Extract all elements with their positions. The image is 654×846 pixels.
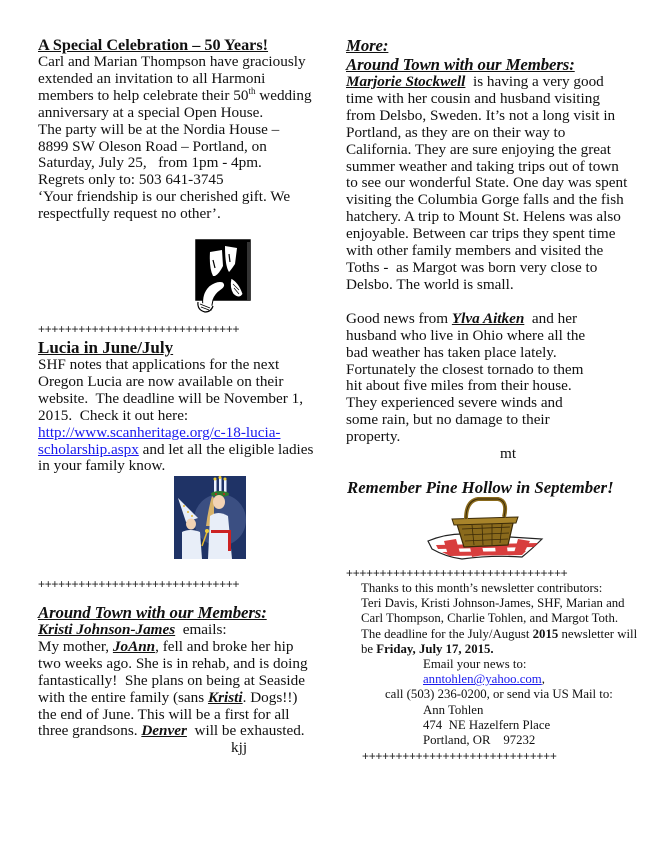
around-town-line [38, 622, 328, 639]
article-line [346, 311, 636, 328]
member-name: Denver [141, 722, 187, 740]
around-town-line [38, 690, 328, 707]
celebration-title: A Special Celebration – 50 Years! [38, 36, 269, 54]
marjorie-article [346, 74, 636, 294]
member-name: Kristi [207, 688, 243, 706]
article-line: summer weather and taking trips out of town [346, 157, 619, 175]
deadline-line [361, 627, 641, 642]
around-town-line: two weeks ago. She is in rehab, and is doing [38, 654, 308, 672]
member-name: Ylva Aitken [451, 309, 525, 327]
celebration-line: 8899 SW Oleson Road – Portland, on [38, 137, 267, 155]
text: wedding [255, 86, 312, 104]
separator-line: ++++++++++++++++++++++++++++++ [38, 322, 240, 336]
article-line: bad weather has taken place lately. [346, 343, 557, 361]
contributors-line: Carl Thompson, Charlie Tohlen, and Margot Toth. [361, 611, 619, 626]
text: The deadline for the July/August [361, 626, 533, 641]
around-town-line [38, 639, 328, 656]
text: and let all the eligible ladies [138, 440, 314, 458]
article-line: husband who live in Ohio where all the [346, 326, 586, 344]
ylva-article [346, 311, 636, 463]
text: , fell and broke her hip [155, 637, 294, 655]
deadline-date: Friday, July 17, 2015. [376, 641, 494, 656]
champagne-toast-image [193, 238, 259, 314]
lucia-line: SHF notes that applications for the next [38, 356, 280, 373]
member-name: Kristi Johnson-James [38, 621, 176, 638]
left-column [38, 36, 323, 223]
deadline-line [361, 642, 641, 657]
email-line [361, 672, 641, 687]
around-town-title: Around Town with our Members: [38, 603, 267, 622]
lucia-line: 2015. Check it out here: [38, 406, 189, 424]
around-town-title-right: Around Town with our Members: [346, 55, 575, 74]
article-line: They experienced severe winds and [346, 394, 563, 412]
separator-line: +++++++++++++++++++++++++++++ [362, 749, 557, 763]
article-line: visiting the Columbia Gorge falls and the fish [346, 191, 624, 209]
picnic-basket-icon [422, 497, 550, 563]
member-name: JoAnn [112, 637, 156, 655]
article-line: Fortunately the closest tornado to them [346, 360, 584, 378]
lucia-procession-icon [174, 476, 246, 559]
around-town-line [38, 723, 328, 740]
champagne-glasses-icon [193, 238, 259, 314]
contributors-line: Teri Davis, Kristi Johnson-James, SHF, Marian and [361, 596, 625, 611]
article-line: some rain, but no damage to their [346, 411, 550, 429]
celebration-line [38, 85, 323, 105]
more-label: More: [346, 36, 389, 55]
lucia-title: Lucia in June/July [38, 338, 174, 357]
text: with the entire family (sans [38, 688, 208, 706]
signature: mt [500, 445, 517, 463]
text: three grandsons. [38, 722, 142, 740]
article-line: time with her cousin and husband visiting [346, 89, 600, 107]
signature: kjj [231, 739, 248, 757]
celebration-line: Carl and Marian Thompson have graciously [38, 53, 306, 70]
separator-line: ++++++++++++++++++++++++++++++ [38, 577, 240, 591]
lucia-link-line [38, 442, 323, 459]
article-line: from Delsbo, Sweden. It’s not a long visit in [346, 106, 616, 124]
scanheritage-link[interactable]: http://www.scanheritage.org/c-18-lucia- [38, 423, 281, 441]
article-line: to see our wonderful State. One day was spent [346, 174, 628, 192]
article-line: Delsbo. The world is small. [346, 275, 514, 293]
text: members to help celebrate their 50 [38, 86, 249, 104]
email-label: Email your news to: [423, 657, 527, 672]
address-city: Portland, OR 97232 [423, 733, 536, 748]
text: . Dogs!!) [242, 688, 298, 706]
address-name: Ann Tohlen [423, 702, 484, 717]
article-line: with other family members and visited the [346, 242, 604, 260]
separator-line: +++++++++++++++++++++++++++++++++ [346, 566, 568, 580]
celebration-line: ‘Your friendship is our cherished gift. We [38, 188, 291, 206]
call-line: call (503) 236-0200, or send via US Mail to: [385, 687, 613, 702]
contributors-block [361, 581, 641, 748]
address-street: 474 NE Hazelfern Place [423, 717, 551, 732]
celebration-line: The party will be at the Nordia House – [38, 120, 280, 138]
celebration-article [38, 36, 323, 223]
celebration-line: extended an invitation to all Harmoni [38, 69, 266, 87]
contributors-line: Thanks to this month’s newsletter contributors: [361, 581, 603, 595]
article-line: California. They are sure enjoying the great [346, 140, 611, 158]
celebration-line: Regrets only to: 503 641-3745 [38, 171, 224, 189]
lucia-line: in your family know. [38, 457, 166, 475]
picnic-basket-image [422, 497, 550, 563]
text: emails: [175, 621, 227, 638]
celebration-line: anniversary at a special Open House. [38, 103, 264, 121]
pine-hollow-title: Remember Pine Hollow in September! [347, 478, 614, 497]
lucia-image [174, 476, 246, 559]
lucia-link-line [38, 425, 323, 442]
around-town-line: the end of June. This will be a first for all [38, 705, 290, 723]
article-line [346, 74, 636, 91]
text: Good news from [346, 309, 452, 327]
text: is having a very good [465, 73, 604, 90]
member-name: Marjorie Stockwell [346, 73, 466, 90]
text: and her [524, 309, 578, 327]
article-line: Toths - as Margot was born very close to [346, 258, 598, 276]
around-town-article-left [38, 603, 328, 757]
right-column [346, 36, 636, 463]
article-line: enjoyable. Between car trips they spent time [346, 225, 616, 243]
lucia-line: Oregon Lucia are now available on their [38, 372, 284, 390]
article-line: hatchery. A trip to Mount St. Helens was also [346, 208, 621, 226]
scanheritage-link-cont[interactable]: scholarship.aspx [38, 440, 139, 458]
article-line: Portland, as they are on their way to [346, 123, 566, 141]
year-bold: 2015 [532, 626, 559, 641]
text: My mother, [38, 637, 113, 655]
text: will be exhausted. [186, 722, 305, 740]
article-line: property. [346, 428, 401, 446]
text: , [541, 672, 545, 687]
article-line: hit about five miles from their house. [346, 377, 572, 395]
celebration-line: respectfully request no other’. [38, 205, 221, 223]
celebration-line: Saturday, July 25, from 1pm - 4pm. [38, 154, 262, 172]
text: be [361, 641, 377, 656]
lucia-line: website. The deadline will be November 1, [38, 389, 304, 407]
lucia-article [38, 338, 323, 475]
around-town-line: fantastically! She plans on being at Seaside [38, 671, 305, 689]
ordinal-superscript: th [248, 85, 256, 96]
email-link[interactable]: anntohlen@yahoo.com [423, 672, 542, 687]
text: newsletter will [558, 626, 638, 641]
